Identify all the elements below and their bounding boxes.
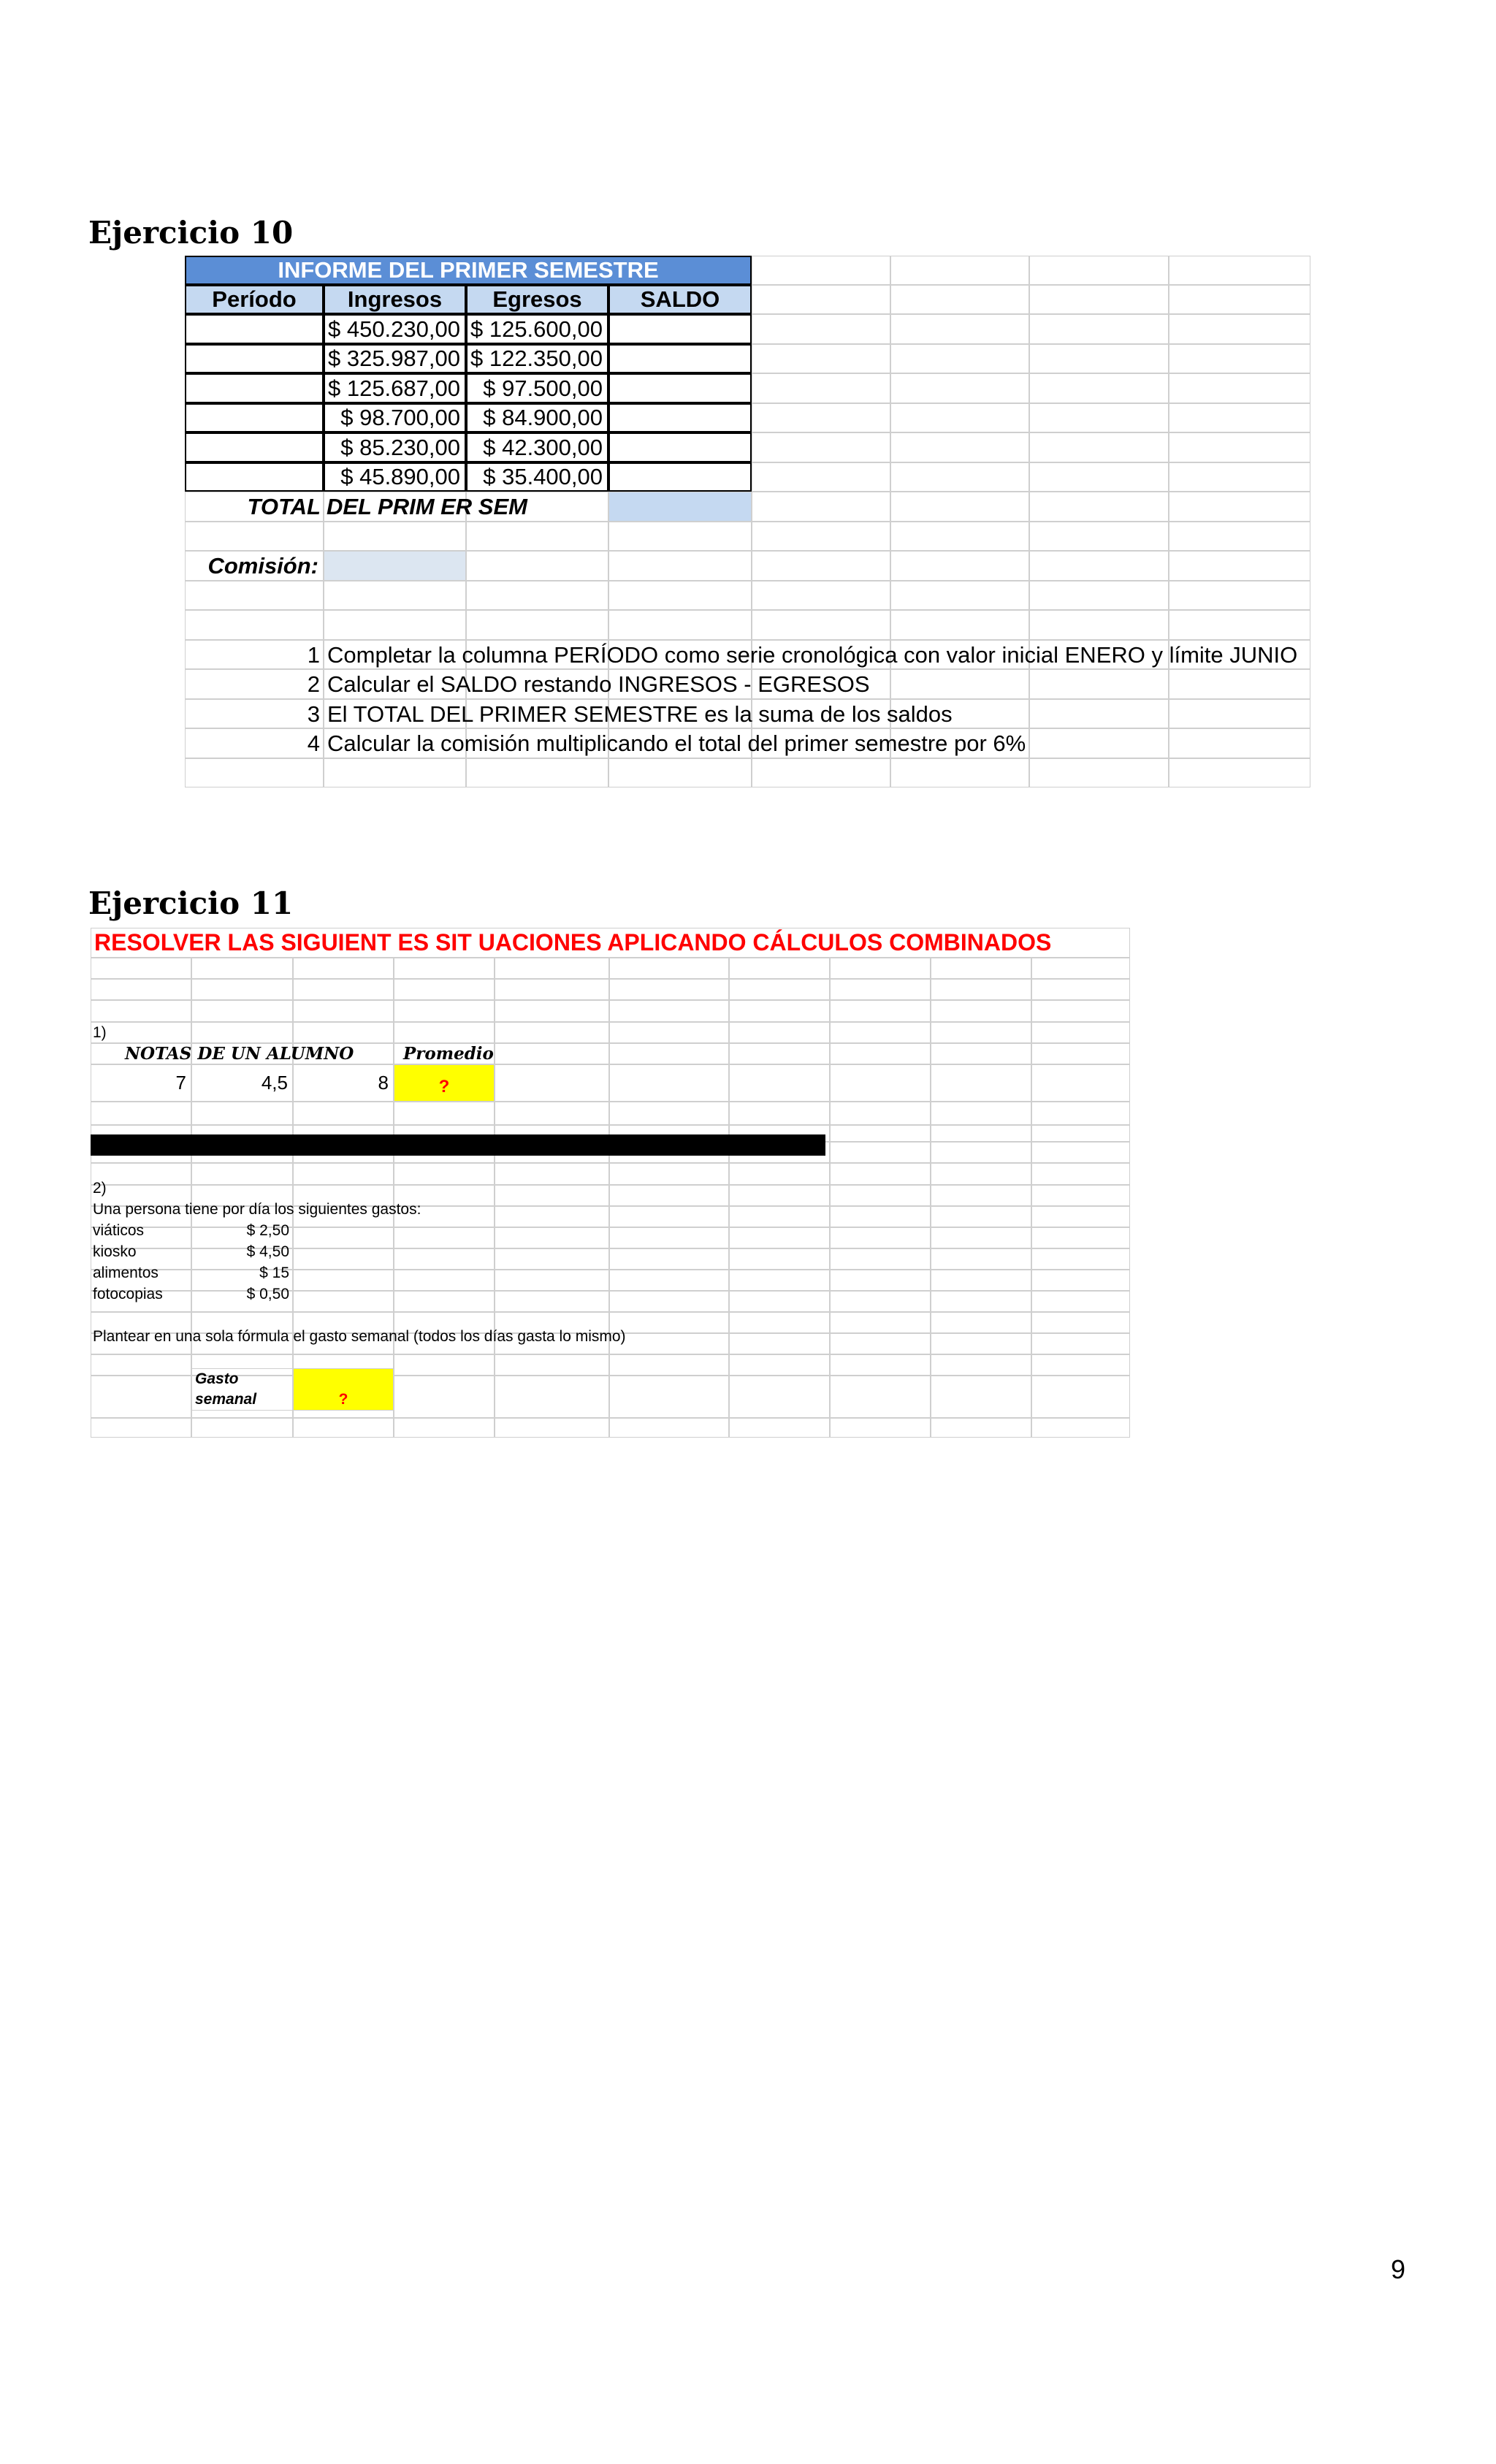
grid-cell[interactable] <box>752 492 890 522</box>
grid-cell[interactable] <box>1169 551 1310 581</box>
expense-amount[interactable]: $ 15 <box>259 1264 289 1281</box>
grid-cell[interactable] <box>91 958 191 979</box>
grid-cell[interactable] <box>394 1163 495 1185</box>
grid-cell[interactable] <box>752 610 890 640</box>
grid-cell[interactable] <box>608 551 752 581</box>
grid-cell[interactable] <box>609 1248 729 1270</box>
saldo-cell[interactable] <box>608 403 752 432</box>
grid-cell[interactable] <box>1169 256 1310 285</box>
grid-cell[interactable] <box>324 522 466 551</box>
exercise-10-heading: Ejercicio 10 <box>88 215 294 251</box>
commission-value-cell[interactable] <box>324 551 466 581</box>
weekly-expense-label-line2: semanal <box>195 1391 257 1408</box>
grid-cell[interactable] <box>931 1312 1031 1333</box>
grid-cell[interactable] <box>1031 1125 1130 1142</box>
grid-cell[interactable] <box>185 581 324 610</box>
grid-cell[interactable] <box>729 1227 830 1248</box>
grid-cell[interactable] <box>293 1102 394 1125</box>
step-number: 1 <box>307 641 320 668</box>
grid-cell[interactable] <box>830 1022 931 1043</box>
grid-cell[interactable] <box>1031 1418 1130 1438</box>
grid-cell[interactable] <box>609 1270 729 1291</box>
weekly-expense-label <box>191 1368 293 1411</box>
grid-cell[interactable] <box>1029 610 1169 640</box>
notes-label: NOTAS DE UN ALUMNO <box>125 1044 354 1064</box>
grid-cell[interactable] <box>394 1000 495 1022</box>
grid-cell[interactable] <box>609 1185 729 1206</box>
grid-cell[interactable] <box>191 1163 293 1185</box>
grid-cell[interactable] <box>191 1000 293 1022</box>
grid-cell[interactable] <box>609 958 729 979</box>
grid-cell[interactable] <box>495 1248 609 1270</box>
grid-cell[interactable] <box>830 1185 931 1206</box>
grid-cell[interactable] <box>890 432 1029 462</box>
ingresos-cell[interactable]: $ 450.230,00 <box>324 314 466 344</box>
grid-cell[interactable] <box>609 1163 729 1185</box>
grid-cell[interactable] <box>1029 285 1169 314</box>
grid-cell[interactable] <box>1029 462 1169 492</box>
grid-cell[interactable] <box>1169 669 1310 699</box>
grid-cell[interactable] <box>931 1125 1031 1142</box>
grid-cell[interactable] <box>394 1022 495 1043</box>
periodo-cell[interactable] <box>185 462 324 492</box>
grid-cell[interactable] <box>890 492 1029 522</box>
grid-cell[interactable] <box>729 1248 830 1270</box>
grid-cell[interactable] <box>1029 314 1169 344</box>
grid-cell[interactable] <box>931 1418 1031 1438</box>
grid-cell[interactable] <box>1031 1227 1130 1248</box>
expense-amount[interactable]: $ 2,50 <box>246 1221 289 1239</box>
grid-cell[interactable] <box>91 1354 191 1376</box>
grid-cell[interactable] <box>830 1227 931 1248</box>
grid-cell[interactable] <box>830 1125 931 1142</box>
grid-cell[interactable] <box>609 1376 729 1418</box>
grid-cell[interactable] <box>466 758 608 787</box>
grid-cell[interactable] <box>1031 1000 1130 1022</box>
total-label: TOTAL DEL PRIM ER SEM <box>247 493 527 519</box>
grid-cell[interactable] <box>890 610 1029 640</box>
saldo-cell[interactable] <box>608 432 752 462</box>
weekly-expense-instruction: Plantear en una sola fórmula el gasto semanal (todos los días gasta lo mismo) <box>93 1327 626 1345</box>
grade-cell[interactable]: 7 <box>91 1064 191 1102</box>
header-saldo: SALDO <box>608 285 752 314</box>
grid-cell[interactable] <box>830 1333 931 1354</box>
grid-cell[interactable] <box>830 1354 931 1376</box>
grid-cell[interactable] <box>1169 373 1310 403</box>
grid-cell[interactable] <box>931 1163 1031 1185</box>
grid-cell[interactable] <box>752 522 890 551</box>
grid-cell[interactable] <box>495 1206 609 1227</box>
periodo-cell[interactable] <box>185 344 324 373</box>
grid-cell[interactable] <box>729 1064 830 1102</box>
grid-cell[interactable] <box>394 1354 495 1376</box>
step-text: Calcular el SALDO restando INGRESOS - EGRESOS <box>327 671 870 697</box>
grid-cell[interactable] <box>931 979 1031 1000</box>
grid-cell[interactable] <box>609 1354 729 1376</box>
grid-cell[interactable] <box>890 462 1029 492</box>
grid-cell[interactable] <box>752 256 890 285</box>
grid-cell[interactable] <box>495 1163 609 1185</box>
grid-cell[interactable] <box>466 551 608 581</box>
grid-cell[interactable] <box>830 1312 931 1333</box>
grid-cell[interactable] <box>394 1248 495 1270</box>
grid-cell[interactable] <box>1169 728 1310 758</box>
header-ingresos: Ingresos <box>324 285 466 314</box>
egresos-cell[interactable]: $ 125.600,00 <box>466 314 608 344</box>
grid-cell[interactable] <box>293 1227 394 1248</box>
grid-cell[interactable] <box>1169 699 1310 728</box>
step-number: 2 <box>307 671 320 697</box>
periodo-cell[interactable] <box>185 373 324 403</box>
grid-cell[interactable] <box>890 344 1029 373</box>
grid-cell[interactable] <box>1029 403 1169 432</box>
grid-cell[interactable] <box>752 373 890 403</box>
grid-cell[interactable] <box>890 522 1029 551</box>
grid-cell[interactable] <box>1169 492 1310 522</box>
grid-cell[interactable] <box>890 285 1029 314</box>
grid-cell[interactable] <box>1031 1312 1130 1333</box>
saldo-cell[interactable] <box>608 344 752 373</box>
grid-cell[interactable] <box>1169 403 1310 432</box>
egresos-cell[interactable]: $ 84.900,00 <box>466 403 608 432</box>
grid-cell[interactable] <box>293 1000 394 1022</box>
grid-cell[interactable] <box>729 1270 830 1291</box>
weekly-expense-label-line1: Gasto <box>195 1370 239 1387</box>
grid-cell[interactable] <box>495 1291 609 1312</box>
exercise-11-heading: Ejercicio 11 <box>88 885 294 921</box>
grid-cell[interactable] <box>752 758 890 787</box>
grid-cell[interactable] <box>729 1291 830 1312</box>
grid-cell[interactable] <box>1031 1043 1130 1064</box>
grid-cell[interactable] <box>931 1064 1031 1102</box>
grid-cell[interactable] <box>830 979 931 1000</box>
grid-cell[interactable] <box>609 1291 729 1312</box>
grid-cell[interactable] <box>293 979 394 1000</box>
grid-cell[interactable] <box>729 1185 830 1206</box>
grid-cell[interactable] <box>1031 1270 1130 1291</box>
grid-cell[interactable] <box>1031 1142 1130 1163</box>
grid-cell[interactable] <box>1031 1163 1130 1185</box>
grid-cell[interactable] <box>466 610 608 640</box>
grid-cell[interactable] <box>394 1227 495 1248</box>
grid-cell[interactable] <box>1031 1064 1130 1102</box>
grid-cell[interactable] <box>394 1270 495 1291</box>
grid-cell[interactable] <box>466 522 608 551</box>
grid-cell[interactable] <box>1029 344 1169 373</box>
grid-cell[interactable] <box>495 1102 609 1125</box>
grid-cell[interactable] <box>495 1376 609 1418</box>
grid-cell[interactable] <box>890 314 1029 344</box>
grid-cell[interactable] <box>931 1333 1031 1354</box>
saldo-cell[interactable] <box>608 373 752 403</box>
grid-cell[interactable] <box>1031 979 1130 1000</box>
grid-cell[interactable] <box>931 1000 1031 1022</box>
grid-cell[interactable] <box>609 1064 729 1102</box>
grid-cell[interactable] <box>890 403 1029 432</box>
grid-cell[interactable] <box>293 1022 394 1043</box>
grid-cell[interactable] <box>495 1022 609 1043</box>
grid-cell[interactable] <box>890 256 1029 285</box>
expense-name: alimentos <box>93 1264 159 1281</box>
grid-cell[interactable] <box>931 1227 1031 1248</box>
grid-cell[interactable] <box>495 1418 609 1438</box>
expense-name: kiosko <box>93 1243 137 1260</box>
step-number: 4 <box>307 731 320 756</box>
grid-cell[interactable] <box>394 1102 495 1125</box>
grid-cell[interactable] <box>191 1102 293 1125</box>
grid-cell[interactable] <box>91 1418 191 1438</box>
grid-cell[interactable] <box>191 1022 293 1043</box>
grid-cell[interactable] <box>1029 551 1169 581</box>
grid-cell[interactable] <box>931 1022 1031 1043</box>
grid-cell[interactable] <box>608 522 752 551</box>
step-text: Completar la columna PERÍODO como serie cronológica con valor inicial ENERO y límite JUNIO <box>327 641 1298 668</box>
grid-cell[interactable] <box>830 1206 931 1227</box>
exercise-10-spreadsheet <box>185 256 1310 789</box>
grid-cell[interactable] <box>830 1000 931 1022</box>
grid-cell[interactable] <box>729 1163 830 1185</box>
grid-cell[interactable] <box>609 979 729 1000</box>
grid-cell[interactable] <box>729 958 830 979</box>
weekly-expense-answer-cell[interactable]: ? <box>293 1368 394 1411</box>
ingresos-cell[interactable]: $ 98.700,00 <box>324 403 466 432</box>
grid-cell[interactable] <box>608 581 752 610</box>
periodo-cell[interactable] <box>185 403 324 432</box>
grid-cell[interactable] <box>293 1248 394 1270</box>
grid-cell[interactable] <box>1031 1185 1130 1206</box>
grid-cell[interactable] <box>191 1418 293 1438</box>
grid-cell[interactable] <box>729 1000 830 1022</box>
grid-cell[interactable] <box>890 373 1029 403</box>
grid-cell[interactable] <box>609 1102 729 1125</box>
grid-cell[interactable] <box>931 958 1031 979</box>
grid-cell[interactable] <box>609 1000 729 1022</box>
grid-cell[interactable] <box>1029 492 1169 522</box>
grid-cell[interactable] <box>1031 1248 1130 1270</box>
grid-cell[interactable] <box>1029 256 1169 285</box>
grid-cell[interactable] <box>931 1206 1031 1227</box>
grid-cell[interactable] <box>752 551 890 581</box>
grid-cell[interactable] <box>1169 610 1310 640</box>
grid-cell[interactable] <box>609 1227 729 1248</box>
egresos-cell[interactable]: $ 97.500,00 <box>466 373 608 403</box>
grid-cell[interactable] <box>495 979 609 1000</box>
grid-cell[interactable] <box>394 1291 495 1312</box>
grid-cell[interactable] <box>931 1270 1031 1291</box>
grid-cell[interactable] <box>729 1102 830 1125</box>
ingresos-cell[interactable]: $ 45.890,00 <box>324 462 466 492</box>
grid-cell[interactable] <box>830 1248 931 1270</box>
grade-cell[interactable]: 4,5 <box>191 1064 293 1102</box>
periodo-cell[interactable] <box>185 432 324 462</box>
saldo-cell[interactable] <box>608 314 752 344</box>
grid-cell[interactable] <box>1031 1291 1130 1312</box>
exercise-11-spreadsheet <box>91 928 1130 1436</box>
grid-cell[interactable] <box>1031 1022 1130 1043</box>
exercise-11-title: RESOLVER LAS SIGUIENT ES SIT UACIONES APLICANDO CÁLCULOS COMBINADOS <box>91 928 1130 958</box>
grid-cell[interactable] <box>729 1376 830 1418</box>
grid-cell[interactable] <box>752 462 890 492</box>
step-number: 3 <box>307 701 320 727</box>
grid-cell[interactable] <box>191 979 293 1000</box>
grid-cell[interactable] <box>185 522 324 551</box>
grid-cell[interactable] <box>1169 432 1310 462</box>
grid-cell[interactable] <box>931 1102 1031 1125</box>
commission-label: Comisión: <box>207 552 318 579</box>
grid-cell[interactable] <box>609 1418 729 1438</box>
grid-cell[interactable] <box>1169 344 1310 373</box>
page-number: 9 <box>1391 2254 1406 2284</box>
grid-cell[interactable] <box>495 1000 609 1022</box>
grid-cell[interactable] <box>890 581 1029 610</box>
grid-cell[interactable] <box>931 1185 1031 1206</box>
egresos-cell[interactable]: $ 35.400,00 <box>466 462 608 492</box>
grid-cell[interactable] <box>1029 758 1169 787</box>
grid-cell[interactable] <box>394 958 495 979</box>
grid-cell[interactable] <box>1029 581 1169 610</box>
grid-cell[interactable] <box>931 1248 1031 1270</box>
grid-cell[interactable] <box>931 1376 1031 1418</box>
expense-name: fotocopias <box>93 1285 163 1302</box>
grid-cell[interactable] <box>752 285 890 314</box>
grid-cell[interactable] <box>293 1418 394 1438</box>
grid-cell[interactable] <box>1169 522 1310 551</box>
grid-cell[interactable] <box>466 581 608 610</box>
question-1-label: 1) <box>93 1023 107 1041</box>
grid-cell[interactable] <box>752 314 890 344</box>
grid-cell[interactable] <box>752 581 890 610</box>
grid-cell[interactable] <box>1031 1354 1130 1376</box>
grid-cell[interactable] <box>1169 758 1310 787</box>
grid-cell[interactable] <box>495 1185 609 1206</box>
grid-cell[interactable] <box>830 1163 931 1185</box>
total-value-cell[interactable] <box>608 492 752 522</box>
expense-name: viáticos <box>93 1221 145 1239</box>
grid-cell[interactable] <box>1029 373 1169 403</box>
ingresos-cell[interactable]: $ 125.687,00 <box>324 373 466 403</box>
grid-cell[interactable] <box>609 1022 729 1043</box>
grid-cell[interactable] <box>1169 462 1310 492</box>
egresos-cell[interactable]: $ 122.350,00 <box>466 344 608 373</box>
grid-cell[interactable] <box>1029 522 1169 551</box>
grid-cell[interactable] <box>752 344 890 373</box>
grid-cell[interactable] <box>830 1376 931 1418</box>
step-text: El TOTAL DEL PRIMER SEMESTRE es la suma de los saldos <box>327 701 953 727</box>
average-label: Promedio <box>403 1044 494 1064</box>
grid-cell[interactable] <box>609 1043 729 1064</box>
average-answer-cell[interactable]: ? <box>394 1064 495 1102</box>
grid-cell[interactable] <box>293 1270 394 1291</box>
grid-cell[interactable] <box>890 758 1029 787</box>
grid-cell[interactable] <box>293 1291 394 1312</box>
grid-cell[interactable] <box>830 958 931 979</box>
grid-cell[interactable] <box>394 979 495 1000</box>
grid-cell[interactable] <box>1031 1333 1130 1354</box>
grid-cell[interactable] <box>1031 1102 1130 1125</box>
expense-amount[interactable]: $ 4,50 <box>246 1243 289 1260</box>
grid-cell[interactable] <box>1031 1376 1130 1418</box>
grid-cell[interactable] <box>324 610 466 640</box>
ingresos-cell[interactable]: $ 325.987,00 <box>324 344 466 373</box>
black-separator-bar <box>91 1134 825 1156</box>
grid-cell[interactable] <box>91 1000 191 1022</box>
saldo-cell[interactable] <box>608 462 752 492</box>
grid-cell[interactable] <box>495 958 609 979</box>
grid-cell[interactable] <box>729 1418 830 1438</box>
grid-cell[interactable] <box>729 979 830 1000</box>
egresos-cell[interactable]: $ 42.300,00 <box>466 432 608 462</box>
grid-cell[interactable] <box>1031 1206 1130 1227</box>
grid-cell[interactable] <box>394 1418 495 1438</box>
expenses-intro: Una persona tiene por día los siguientes gastos: <box>93 1200 421 1218</box>
grid-cell[interactable] <box>830 1418 931 1438</box>
grid-cell[interactable] <box>729 1022 830 1043</box>
grid-cell[interactable] <box>830 1102 931 1125</box>
grid-cell[interactable] <box>495 1227 609 1248</box>
grid-cell[interactable] <box>91 1376 191 1418</box>
grid-cell[interactable] <box>495 1270 609 1291</box>
question-2-label: 2) <box>93 1179 107 1197</box>
header-egresos: Egresos <box>466 285 608 314</box>
step-text: Calcular la comisión multiplicando el total del primer semestre por 6% <box>327 731 1026 756</box>
grid-cell[interactable] <box>495 1354 609 1376</box>
grid-cell[interactable] <box>830 1270 931 1291</box>
grid-cell[interactable] <box>931 1291 1031 1312</box>
grid-cell[interactable] <box>752 432 890 462</box>
periodo-cell[interactable] <box>185 314 324 344</box>
grid-cell[interactable] <box>394 1376 495 1418</box>
grid-cell[interactable] <box>185 758 324 787</box>
grid-cell[interactable] <box>191 958 293 979</box>
grid-cell[interactable] <box>495 1043 609 1064</box>
grid-cell[interactable] <box>91 1102 191 1125</box>
grid-cell[interactable] <box>293 958 394 979</box>
grid-cell[interactable] <box>729 1043 830 1064</box>
grid-cell[interactable] <box>608 758 752 787</box>
grid-cell[interactable] <box>495 1064 609 1102</box>
grid-cell[interactable] <box>830 1064 931 1102</box>
grid-cell[interactable] <box>185 610 324 640</box>
grade-cell[interactable]: 8 <box>293 1064 394 1102</box>
grid-cell[interactable] <box>293 1163 394 1185</box>
grid-cell[interactable] <box>931 1354 1031 1376</box>
grid-cell[interactable] <box>752 403 890 432</box>
grid-cell[interactable] <box>931 1142 1031 1163</box>
grid-cell[interactable] <box>609 1206 729 1227</box>
grid-cell[interactable] <box>324 581 466 610</box>
grid-cell[interactable] <box>830 1043 931 1064</box>
expense-amount[interactable]: $ 0,50 <box>246 1285 289 1302</box>
report-title: INFORME DEL PRIMER SEMESTRE <box>185 256 752 285</box>
grid-cell[interactable] <box>830 1291 931 1312</box>
grid-cell[interactable] <box>729 1206 830 1227</box>
grid-cell[interactable] <box>729 1354 830 1376</box>
ingresos-cell[interactable]: $ 85.230,00 <box>324 432 466 462</box>
header-periodo: Período <box>185 285 324 314</box>
grid-cell[interactable] <box>608 610 752 640</box>
grid-cell[interactable] <box>91 979 191 1000</box>
grid-cell[interactable] <box>1169 581 1310 610</box>
grid-cell[interactable] <box>324 758 466 787</box>
grid-cell[interactable] <box>1031 958 1130 979</box>
grid-cell[interactable] <box>1029 432 1169 462</box>
grid-cell[interactable] <box>931 1043 1031 1064</box>
grid-cell[interactable] <box>1169 285 1310 314</box>
grid-cell[interactable] <box>830 1142 931 1163</box>
grid-cell[interactable] <box>890 551 1029 581</box>
grid-cell[interactable] <box>1169 314 1310 344</box>
